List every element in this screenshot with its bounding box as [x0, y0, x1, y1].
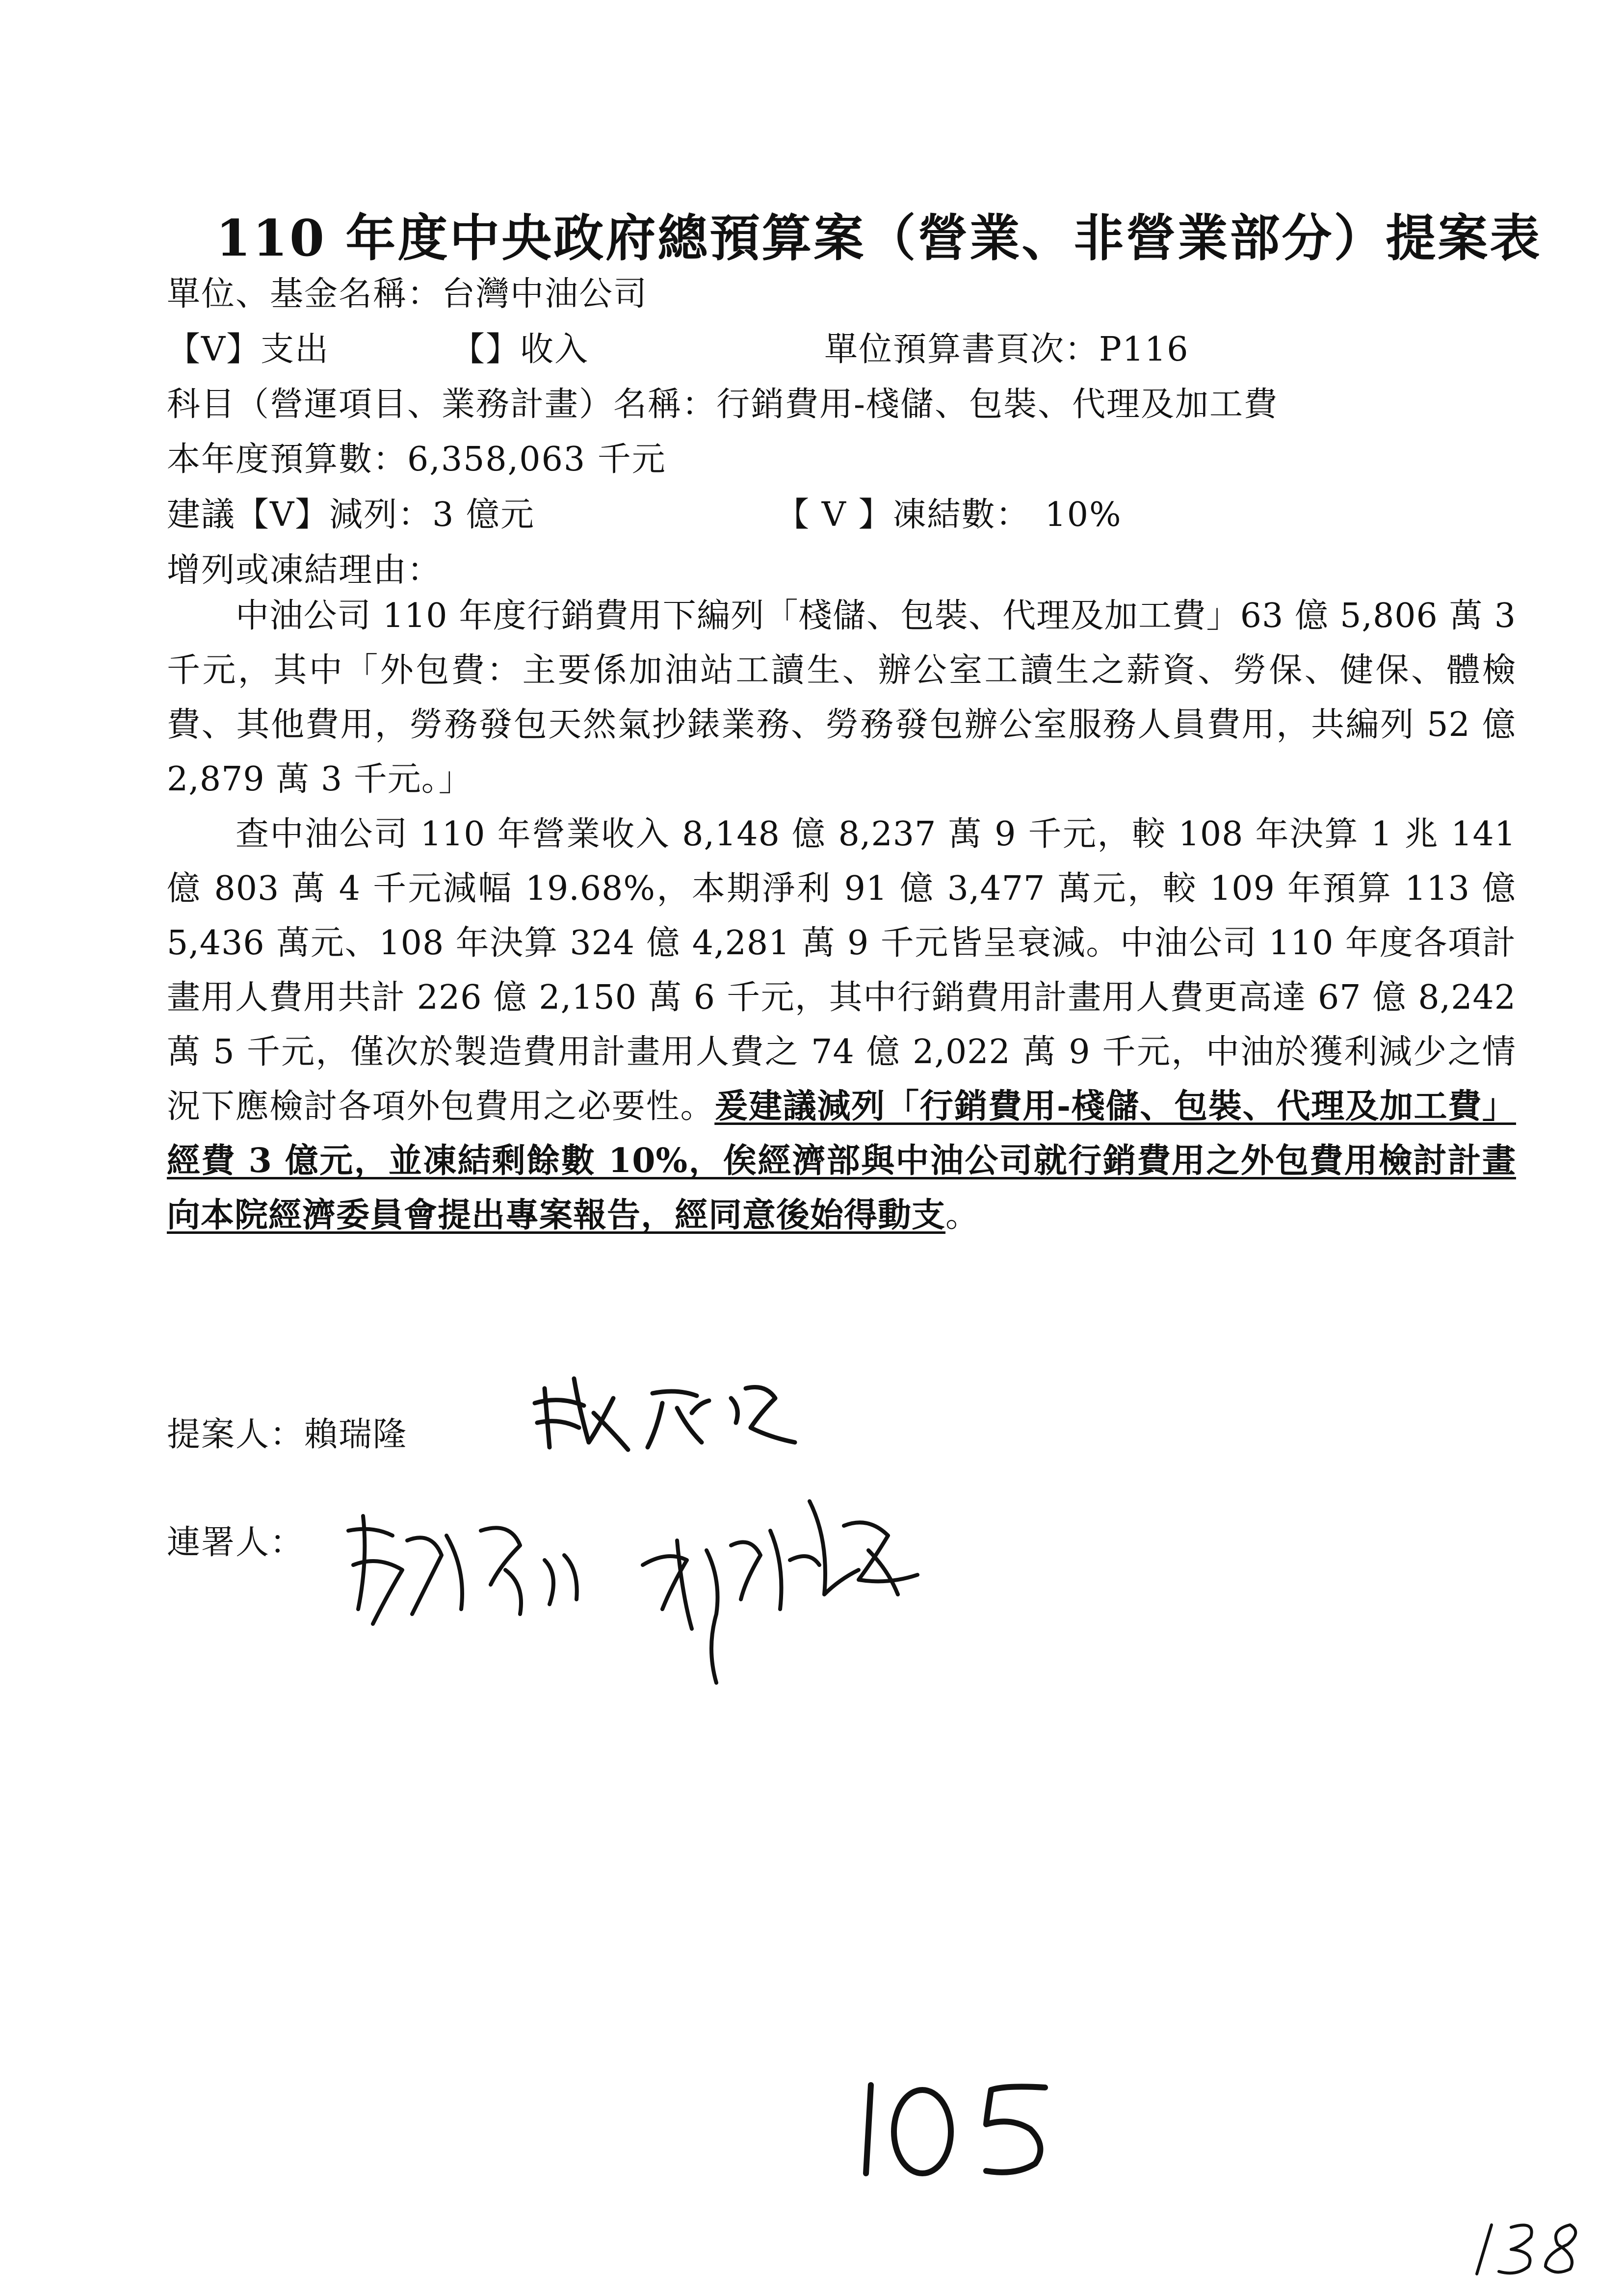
- cut-label: 建議【V】減列：: [167, 496, 433, 534]
- page-title: 110 年度中央政府總預算案（營業、非營業部分）提案表: [216, 209, 1542, 268]
- unit-label: 單位、基金名稱：: [167, 275, 442, 313]
- page-ref-value: P116: [1099, 330, 1189, 369]
- freeze-label: 【 V 】凍結數：: [776, 496, 1030, 534]
- expense-checkbox: 【V】支出: [167, 330, 330, 369]
- subject-value: 行銷費用-棧儲、包裝、代理及加工費: [716, 385, 1278, 424]
- freeze-value: 10%: [1045, 496, 1122, 534]
- type-row: [167, 323, 1189, 370]
- cosigner-label: 連署人：: [167, 1523, 305, 1562]
- proposer-name: 賴瑞隆: [304, 1415, 408, 1454]
- handwritten-page-number: [854, 2070, 1060, 2183]
- page-ref-label: 單位預算書頁次：: [824, 330, 1100, 369]
- cosigner-signature-2: [623, 1482, 927, 1697]
- recommendation-text: 爰建議減列「行銷費用-棧儲、包裝、代理及加工費」經費 3 億元，並凍結剩餘數 10%，俟經濟部與中油公司就行銷費用之外包費用檢討計畫向本院經濟委員會提出專案報告，經同意後始得動支: [167, 1087, 1516, 1235]
- subject-label: 科目（營運項目、業務計畫）名稱：: [167, 385, 717, 424]
- budget-value: 6,358,063 千元: [407, 440, 666, 479]
- income-checkbox: 【】收入: [451, 330, 589, 369]
- proposer-label: 提案人：: [167, 1415, 305, 1454]
- proposer-row: [167, 1408, 407, 1456]
- reason-label: 增列或凍結理由：: [167, 551, 442, 590]
- budget-row: [167, 433, 666, 480]
- cosigner-signature-1: [334, 1501, 589, 1639]
- reason-paragraph-2: [167, 807, 1516, 1243]
- budget-label: 本年度預算數：: [167, 440, 408, 479]
- proposal-row: [167, 488, 1122, 536]
- cut-value: 3 億元: [432, 496, 535, 534]
- subject-row: [167, 378, 1278, 425]
- cosigner-row: [167, 1516, 304, 1564]
- handwritten-corner-number: [1472, 2215, 1604, 2279]
- reason-paragraph-1: 中油公司 110 年度行銷費用下編列「棧儲、包裝、代理及加工費」63 億 5,806 萬 3 千元，其中「外包費：主要係加油站工讀生、辦公室工讀生之薪資、勞保、健保、體檢費、其他費用，勞務發包天然氣抄錶業務、勞務發包辦公室服務人員費用，共編列 52 億 2,879 萬 3 千元。」: [167, 597, 1516, 799]
- unit-row: [167, 267, 648, 315]
- paragraph-end: 。: [945, 1196, 980, 1235]
- unit-value: 台灣中油公司: [442, 275, 648, 313]
- proposer-signature: [530, 1369, 805, 1457]
- analysis-text: 查中油公司 110 年營業收入 8,148 億 8,237 萬 9 千元，較 108 年決算 1 兆 141 億 803 萬 4 千元減幅 19.68%，本期淨利 91 億 3,477 萬元，較 109 年預算 113 億 5,436 萬元、108 年決算 324 億 4,281 萬 9 千元皆呈衰減。中油公司 110 年度各項計畫用人費用共計 226 億 2,150 萬 6 千元，其中行銷費用計畫用人費更高達 67 億 8,242 萬 5 千元，僅次於製造費用計畫用人費之 74 億 2,022 萬 9 千元，中油於獲利減少之情況下應檢討各項外包費用之必要性。: [167, 815, 1516, 1126]
